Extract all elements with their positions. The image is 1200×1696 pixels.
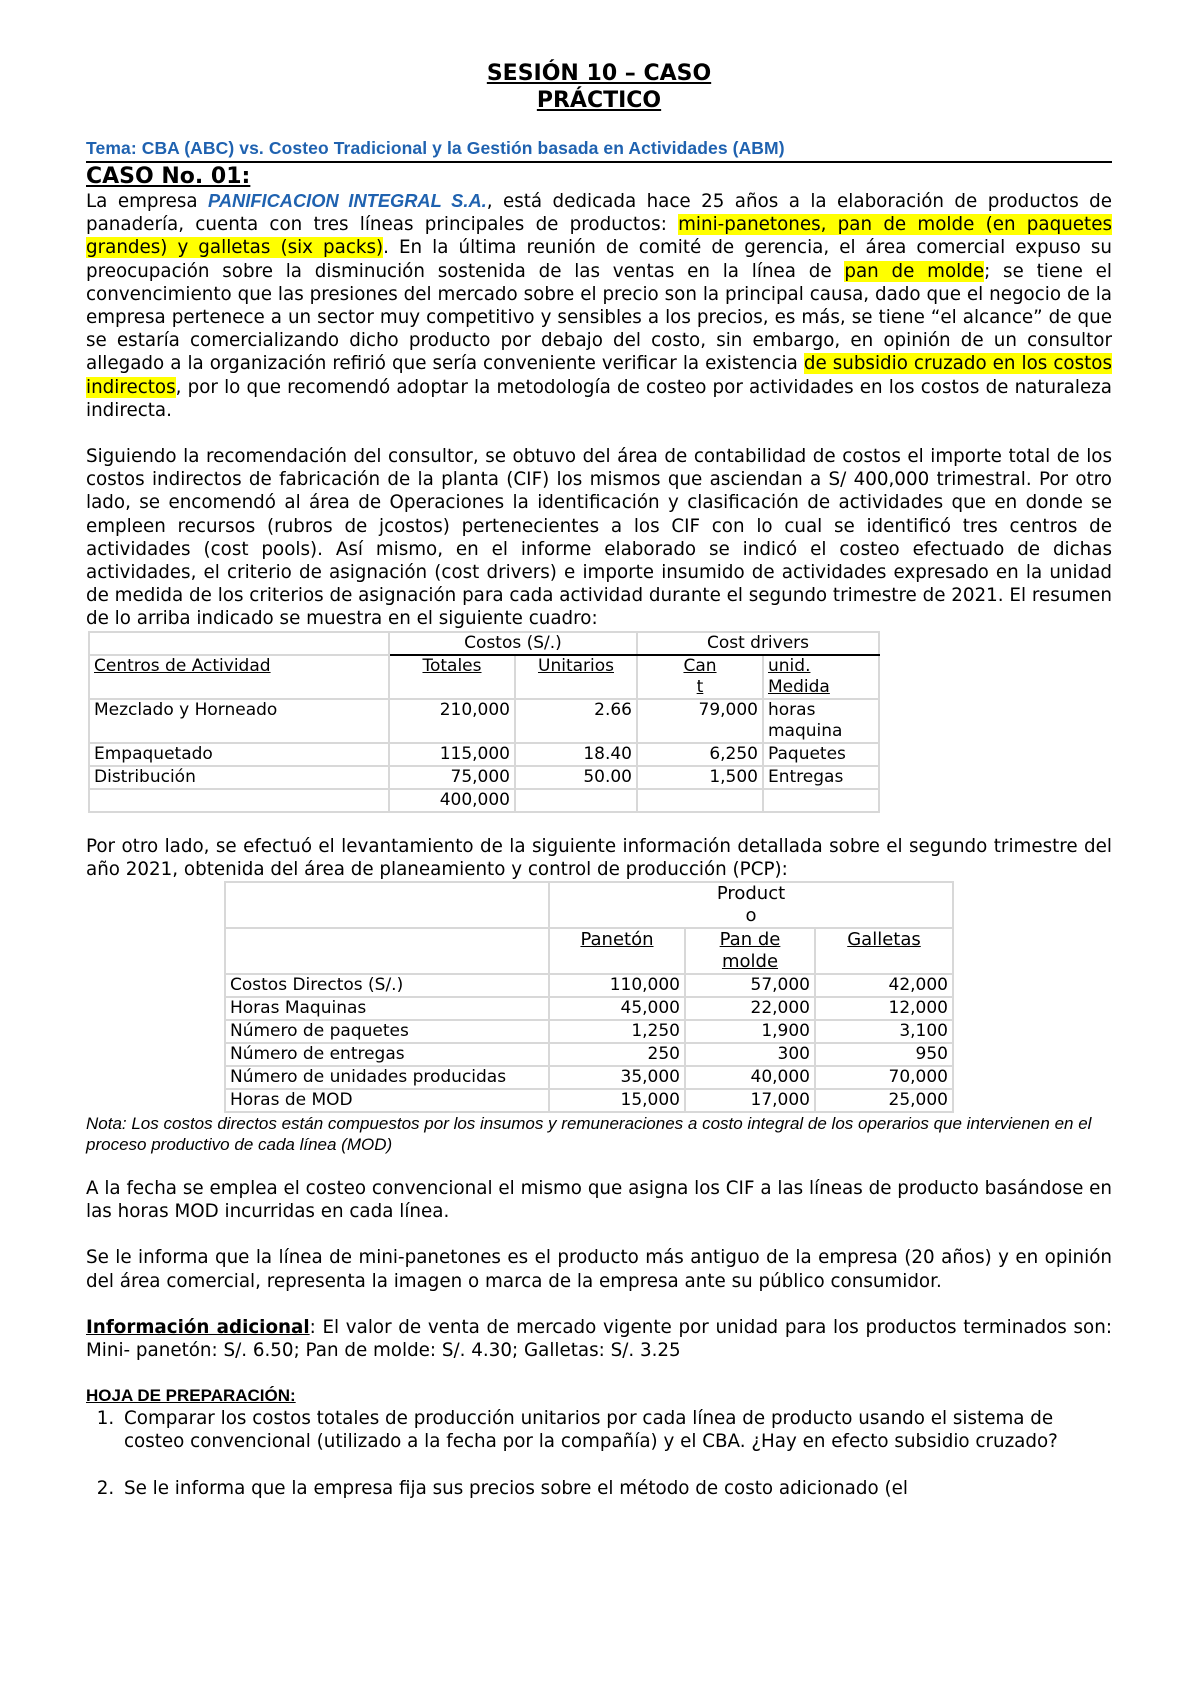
paragraph-mini-panetones: Se le informa que la línea de mini-panetones es el producto más antiguo de la empresa (20 años) y en opinión del área comercial, representa la imagen o marca de la empresa ante su público consumidor.	[86, 1247, 1112, 1292]
table-row: Mezclado y Horneado 210,000 2.66 79,000 horas maquina	[89, 699, 879, 743]
header-paneton: Panetón	[580, 929, 654, 951]
company-name: PANIFICACION INTEGRAL S.A.	[208, 190, 487, 211]
sum-total: 400,000	[389, 789, 515, 812]
paragraph-cif: Siguiendo la recomendación del consultor, se obtuvo del área de contabilidad de costos el importe total de los costos indirectos de fabricación de la planta (CIF) los mismos que asciendan a S/ 400,000 trimestral. Por otro lado, se encomendó al área de Operaciones la identificación y clasificación de actividades que en donde se empleen recursos (rubros de jcostos) pertenecientes a los CIF con lo cual se identificó tres centros de actividades (cost pools). Así mismo, en el informe elaborado se indicó el costeo efectuado de dichas actividades, el criterio de asignación (cost drivers) e importe insumido de actividades expresado en la unidad de medida de los criterios de asignación para cada actividad durante el segundo trimestre de 2021. El resumen de lo arriba indicado se muestra en el siguiente cuadro:	[86, 446, 1112, 630]
header-totales: Totales	[422, 655, 482, 676]
list-item: 1. Comparar los costos totales de producción unitarios por cada línea de producto usando el sistema de costeo convencional (utilizado a la fecha por la compañía) y el CBA. ¿Hay en efecto subsidio cruzado?	[120, 1407, 1112, 1453]
highlight-subsidio: de subsidio cruzado en los costos indirectos	[86, 353, 1112, 398]
question-list	[86, 1407, 1112, 1500]
table-row: Costos Directos (S/.) 110,000 57,000 42,000	[225, 974, 953, 997]
header-unid-medida: unid. Medida	[763, 655, 879, 699]
product-data-table	[224, 881, 954, 1113]
hoja-heading: HOJA DE PREPARACIÓN:	[86, 1386, 296, 1406]
document-page	[86, 60, 1112, 1500]
table-row: Número de paquetes 1,250 1,900 3,100	[225, 1020, 953, 1043]
header-producto: Product o	[549, 882, 953, 928]
paragraph-pcp: Por otro lado, se efectuó el levantamiento de la siguiente información detallada sobre el segundo trimestre del año 2021, obtenida del área de planeamiento y control de producción (PCP):	[86, 835, 1112, 880]
table-row: Distribución 75,000 50.00 1,500 Entregas	[89, 766, 879, 789]
table-row: Horas Maquinas 45,000 22,000 12,000	[225, 997, 953, 1020]
table-row: Horas de MOD 15,000 17,000 25,000	[225, 1089, 953, 1112]
paragraph-info-adicional: Información adicional: El valor de venta de mercado vigente por unidad para los productos terminados son: Mini- panetón: S/. 6.50; Pan de molde: S/. 4.30; Galletas: S/. 3.25	[86, 1316, 1112, 1362]
header-centros: Centros de Actividad	[94, 655, 271, 676]
highlight-products: mini-panetones, pan de molde (en paquetes grandes) y galletas (six packs)	[86, 214, 1112, 259]
document-title: SESIÓN 10 – CASO PRÁCTICO	[486, 61, 712, 113]
note-text: Nota: Los costos directos están compuestos por los insumos y remuneraciones a costo integral de los operarios que intervienen en el proceso productivo de cada línea (MOD)	[86, 1114, 1092, 1155]
table-row: Número de entregas 250 300 950	[225, 1043, 953, 1066]
table-row: Número de unidades producidas 35,000 40,000 70,000	[225, 1066, 953, 1089]
topic-line: Tema: CBA (ABC) vs. Costeo Tradicional y la Gestión basada en Actividades (ABM)	[86, 138, 1112, 163]
header-costos: Costos (S/.)	[389, 632, 637, 655]
header-unitarios: Unitarios	[538, 655, 614, 676]
header-cost-drivers: Cost drivers	[637, 632, 879, 655]
table-total-row	[89, 789, 879, 812]
list-item: 2. Se le informa que la empresa fija sus precios sobre el método de costo adicionado (el	[120, 1477, 1112, 1500]
header-cant: Can t	[637, 655, 763, 699]
highlight-pan-de-molde: pan de molde	[844, 260, 985, 282]
case-heading: CASO No. 01:	[86, 164, 251, 189]
header-pan-de-molde: Pan de molde	[685, 928, 815, 974]
header-galletas: Galletas	[847, 929, 921, 951]
paragraph-convencional: A la fecha se emplea el costeo convencional el mismo que asigna los CIF a las líneas de producto basándose en las horas MOD incurridas en cada línea.	[86, 1178, 1112, 1223]
paragraph-intro: La empresa PANIFICACION INTEGRAL S.A., está dedicada hace 25 años a la elaboración de productos de panadería, cuenta con tres líneas principales de productos: mini-panetones, pan de molde (en paquetes grandes) y galletas (six packs). En la última reunión de comité de gerencia, el área comercial expuso su preocupación sobre la disminución sostenida de las ventas en la línea de pan de molde; se tiene el convencimiento que las presiones del mercado sobre el precio son la principal causa, dado que el negocio de la empresa pertenece a un sector muy competitivo y sensibles a los precios, es más, se tiene “el alcance” de que se estaría comercializando dicho producto por debajo del costo, sin embargo, en opinión de un consultor allegado a la organización refirió que sería conveniente verificar la existencia de subsidio cruzado en los costos indirectos, por lo que recomendó adoptar la metodología de costeo por actividades en los costos de naturaleza indirecta.	[86, 190, 1113, 421]
info-adicional-label: Información adicional	[86, 1316, 310, 1338]
activity-centers-table	[88, 631, 880, 813]
table-row: Empaquetado 115,000 18.40 6,250 Paquetes	[89, 743, 879, 766]
